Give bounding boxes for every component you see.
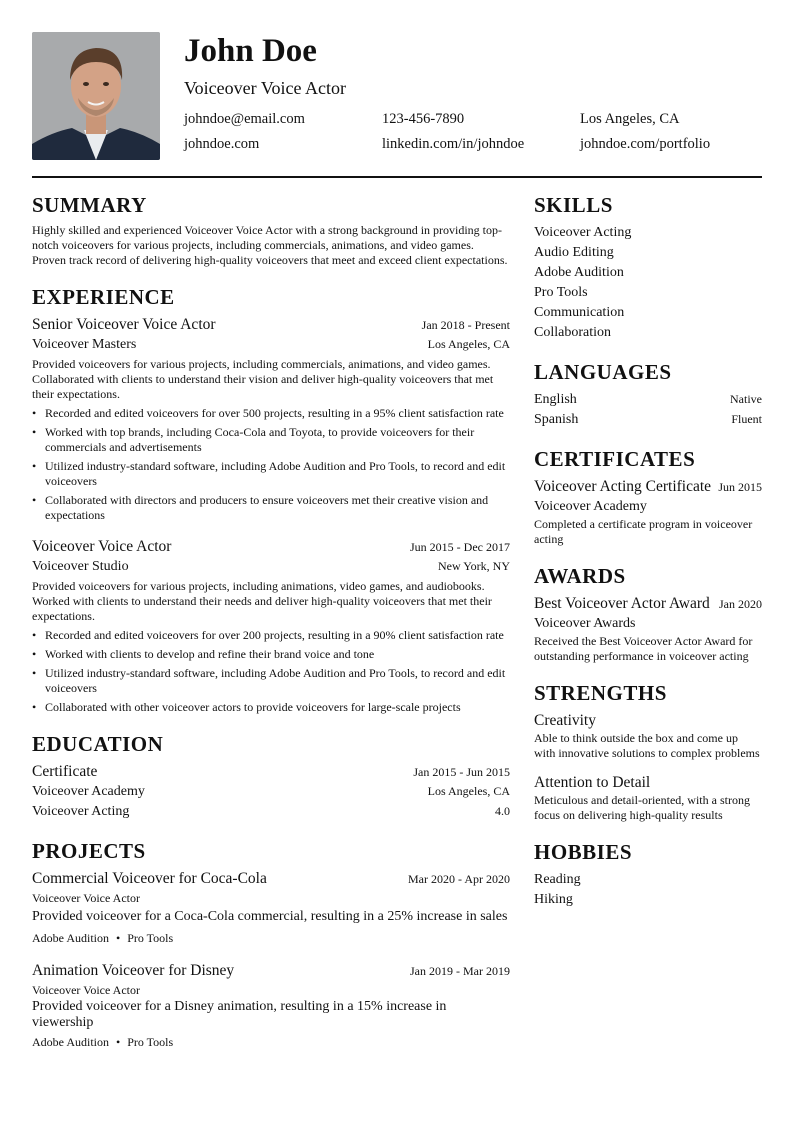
project-name: Animation Voiceover for Disney	[32, 962, 235, 979]
hobbies-list	[534, 870, 762, 910]
job-position: Senior Voiceover Voice Actor	[32, 316, 216, 333]
project-tools	[32, 929, 510, 947]
section-title-experience: EXPERIENCE	[32, 285, 175, 309]
job-dates: Jan 2018 - Present	[421, 318, 510, 332]
education-gpa: 4.0	[495, 804, 510, 818]
skill-item: Pro Tools	[534, 285, 588, 300]
job-bullet: • Worked with clients to develop and refine their brand voice and tone	[32, 647, 510, 662]
certificate-name: Voiceover Acting Certificate	[534, 478, 712, 495]
section-title-education: EDUCATION	[32, 732, 164, 756]
project-tool: Adobe Audition	[32, 1035, 109, 1049]
education-location: Los Angeles, CA	[427, 784, 510, 798]
skill-item: Voiceover Acting	[534, 225, 632, 240]
candidate-role: Voiceover Voice Actor	[184, 78, 346, 98]
job-bullet: • Collaborated with other voiceover actors to provide voiceovers for large-scale projects	[32, 700, 510, 715]
section-title-certificates: CERTIFICATES	[534, 447, 696, 471]
job-description: Provided voiceovers for various projects, including commercials, animations, and video games. Collaborated with clients to understand their vision and deliver high-quality voiceovers that met their expectations.	[32, 357, 494, 401]
job-company: Voiceover Studio	[32, 559, 129, 574]
skill-item: Collaboration	[534, 325, 611, 340]
project-name: Commercial Voiceover for Coca-Cola	[32, 870, 267, 887]
education-section	[32, 731, 510, 822]
project-role: Voiceover Voice Actor	[32, 983, 140, 997]
award-description: Received the Best Voiceover Actor Award for outstanding performance in voiceover acting	[534, 634, 753, 663]
skill-item: Adobe Audition	[534, 265, 624, 280]
strengths-section	[534, 680, 762, 823]
certificate-description: Completed a certificate program in voiceover acting	[534, 517, 753, 546]
project-tool: Pro Tools	[127, 1035, 174, 1049]
contact-portfolio[interactable]: johndoe.com/portfolio	[580, 136, 711, 152]
award-date: Jan 2020	[719, 597, 762, 611]
education-dates: Jan 2015 - Jun 2015	[413, 765, 510, 779]
language-name: English	[534, 392, 577, 407]
contact-linkedin[interactable]: linkedin.com/in/johndoe	[382, 136, 525, 152]
hobby-item: Hiking	[534, 892, 573, 907]
strength-entry	[534, 773, 762, 823]
project-entry	[32, 961, 510, 1051]
language-level: Fluent	[731, 412, 762, 426]
separator-dot: •	[116, 1035, 121, 1049]
certificates-section	[534, 446, 762, 547]
section-title-awards: AWARDS	[534, 564, 626, 588]
section-title-languages: LANGUAGES	[534, 360, 672, 384]
experience-section	[32, 284, 510, 715]
separator-dot: •	[116, 931, 121, 945]
section-title-strengths: STRENGTHS	[534, 681, 667, 705]
project-tool: Pro Tools	[127, 931, 174, 945]
project-description: Provided voiceover for a Disney animation, resulting in a 15% increase in viewership	[32, 999, 447, 1030]
section-title-summary: SUMMARY	[32, 193, 147, 217]
job-bullets	[32, 628, 510, 715]
job-position: Voiceover Voice Actor	[32, 538, 172, 555]
resume-header	[32, 32, 762, 160]
job-bullet: • Collaborated with directors and producers to ensure voiceovers met their creative vision and expectations	[32, 493, 510, 523]
contact-website[interactable]: johndoe.com	[184, 136, 260, 152]
left-column	[32, 192, 510, 1067]
section-title-hobbies: HOBBIES	[534, 840, 633, 864]
hobby-item: Reading	[534, 872, 581, 887]
job-bullet: • Utilized industry-standard software, including Adobe Audition and Pro Tools, to record and edit voiceovers	[32, 666, 510, 696]
award-name: Best Voiceover Actor Award	[534, 595, 710, 612]
language-name: Spanish	[534, 412, 579, 427]
resume-page	[32, 32, 762, 1049]
project-dates: Jan 2019 - Mar 2019	[410, 964, 510, 978]
education-field: Voiceover Acting	[32, 804, 130, 819]
skills-section	[534, 192, 762, 343]
experience-entry	[32, 537, 510, 715]
education-degree: Certificate	[32, 763, 98, 780]
projects-section	[32, 838, 510, 1051]
job-bullet: • Recorded and edited voiceovers for over 500 projects, resulting in a 95% client satisfaction rate	[32, 406, 510, 421]
section-title-projects: PROJECTS	[32, 839, 146, 863]
project-dates: Mar 2020 - Apr 2020	[408, 872, 510, 886]
education-school: Voiceover Academy	[32, 784, 145, 799]
job-location: New York, NY	[437, 559, 510, 573]
job-bullets	[32, 406, 510, 523]
project-tools	[32, 1033, 510, 1051]
strength-description: Meticulous and detail-oriented, with a strong focus on delivering high-quality results	[534, 793, 750, 822]
strength-name: Creativity	[534, 712, 596, 729]
language-level: Native	[730, 392, 762, 406]
certificate-date: Jun 2015	[718, 480, 762, 494]
job-bullet: • Recorded and edited voiceovers for over 200 projects, resulting in a 90% client satisfaction rate	[32, 628, 510, 643]
languages-section	[534, 359, 762, 430]
contact-email[interactable]: johndoe@email.com	[184, 111, 305, 127]
strength-entry	[534, 711, 762, 761]
job-location: Los Angeles, CA	[427, 337, 510, 351]
hobbies-section	[534, 839, 762, 910]
contact-location: Los Angeles, CA	[580, 111, 680, 127]
profile-photo	[32, 32, 160, 160]
award-issuer: Voiceover Awards	[534, 616, 636, 631]
strength-name: Attention to Detail	[534, 774, 651, 791]
candidate-name: John Doe	[184, 33, 317, 69]
experience-entry	[32, 315, 510, 523]
summary-text: Highly skilled and experienced Voiceover Voice Actor with a strong background in providing top-notch voiceovers for various projects, including commercials, animations, and video games. Proven track record of delivering high-quality voiceovers that meet and exceed client expectations.	[32, 223, 508, 267]
job-company: Voiceover Masters	[32, 337, 137, 352]
strength-description: Able to think outside the box and come up with innovative solutions to complex problems	[534, 731, 760, 760]
project-tool: Adobe Audition	[32, 931, 109, 945]
skills-list	[534, 223, 762, 343]
right-column	[534, 192, 762, 926]
skill-item: Communication	[534, 305, 625, 320]
project-description: Provided voiceover for a Coca-Cola commercial, resulting in a 25% increase in sales	[32, 909, 508, 924]
project-entry	[32, 869, 510, 947]
job-description: Provided voiceovers for various projects, including animations, video games, and audiobooks. Worked with clients to understand their needs and deliver high-quality voiceovers that met their expectations.	[32, 579, 492, 623]
job-bullet: • Utilized industry-standard software, including Adobe Audition and Pro Tools, to record and edit voiceovers	[32, 459, 510, 489]
contact-phone[interactable]: 123-456-7890	[382, 111, 465, 127]
certificate-issuer: Voiceover Academy	[534, 499, 647, 514]
contact-grid	[184, 109, 762, 155]
job-dates: Jun 2015 - Dec 2017	[410, 540, 510, 554]
header-divider	[32, 176, 762, 178]
section-title-skills: SKILLS	[534, 193, 613, 217]
awards-section	[534, 563, 762, 664]
skill-item: Audio Editing	[534, 245, 614, 260]
header-info	[184, 32, 762, 155]
summary-section	[32, 192, 510, 268]
project-role: Voiceover Voice Actor	[32, 891, 140, 905]
job-bullet: • Worked with top brands, including Coca-Cola and Toyota, to provide voiceovers for their commercials and advertisements	[32, 425, 510, 455]
